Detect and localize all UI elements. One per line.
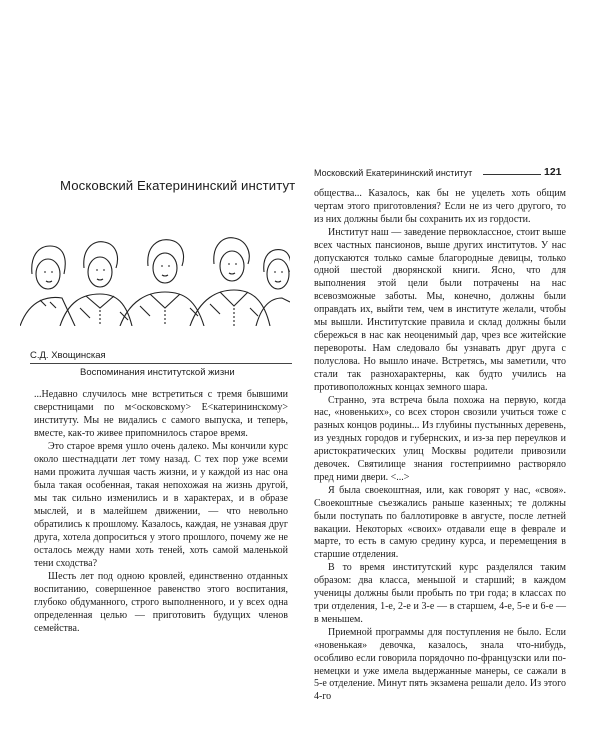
schoolgirls-illustration (20, 228, 290, 326)
right-body-text (314, 188, 566, 704)
paragraph: ...Недавно случилось мне встретиться с тремя бывшими сверстницами по м<осковскому> Е<катерининскому> институту. Мы не видались с самого выпуска, и теперь, вместе, как-то живее припомнилось старое время. (34, 389, 288, 439)
paragraph: Это старое время ушло очень далеко. Мы кончили курс около шестнадцати лет тому назад. С тех пор уже всеми нами прожита лучшая часть жизни, и у каждой из нас она была такая особенная, такая непохожая на жизнь другой, мы так сильно изменились и в характерах, и в образе мыслей, и в малейшем движении, — что невольно обратились к прошлому. Казалось, каждая, не узнавая друг друга, хотела допроситься у этого прошлого, почему же не осталось между нами хоть теней, хоть самой маленькой тени сходства? (34, 441, 288, 569)
paragraph: Шесть лет под одною кровлей, единственно отданных воспитанию, совершенное равенство этого воспитания, глубоко обдуманного, строго выполненного, и у всех одна определенная целью — приготовить будущих членов семейства. (34, 571, 288, 634)
paragraph: В то время институтский курс разделялся таким образом: два класса, меньшой и старший; в каждом ученицы должны были пробыть по три года; в классах по три отделения, 1-е, 2-е и 3-е — в старшем, 4-е, 5-е и 6-е — в меньшем. (314, 562, 566, 625)
page-number: 121 (544, 166, 562, 178)
left-body-text (34, 388, 288, 635)
paragraph: Странно, эта встреча была похожа на первую, когда нас, «новеньких», со всех сторон свозили учиться тоже с разных концов родины... Из глубины пустынных деревень, из уездных городов и губернских, и из-за пер переулков и аристократических улиц Москвы родители привозили девочек. Святилище знания гостеприимно растворяло пред ними двери. <...> (314, 394, 566, 483)
header-rule (483, 174, 541, 175)
article-subtitle: Воспоминания институтской жизни (80, 367, 235, 378)
author-name: С.Д. Хвощинская (30, 350, 106, 361)
chapter-title: Московский Екатерининский институт (60, 178, 296, 193)
running-header: Московский Екатерининский институт (314, 168, 473, 178)
right-page (300, 0, 600, 750)
paragraph: Институт наш — заведение первоклассное, стоит выше всех частных пансионов, выше других институтов. У нас допускаются только самые благородные девицы, только одной шестой дворянской книги. Ясно, что для выполнения этой цели были потрачены на нас всевозможные заботы. Мы, конечно, должны были оправдать их, выйти тем, чем в институте желали, чтобы мы вышли. Институтские правила и склад должны были сбережься в нас как неоценимый дар, чрез все житейские перевороты. Нам следовало бы узнавать друг друга с полуслова. Но вышло иначе. Встретясь, мы заметили, что стали так разнохарактерны, как будто учились на противоположных концах земного шара. (314, 226, 566, 393)
author-divider (30, 363, 292, 364)
paragraph: общества... Казалось, как бы не уцелеть хоть общим чертам этого приготовления? Если не из чего другого, то из них должны были бы сохранить их из гордости. (314, 188, 566, 225)
paragraph: Я была своекоштная, или, как говорят у нас, «своя». Своекоштные съезжались раньше казенных; те должны были поступать по баллотировке в августе, после летней вакации. Некоторых «своих» отдавали еще в феврале и марте, то есть в самую средину курса, и перемещения в старшие отделения. (314, 484, 566, 561)
paragraph: Приемной программы для поступления не было. Если «новенькая» девочка, казалось, знала что-нибудь, особливо если говорила порядочно по-французски или по-немецки и уже имела выдержанные манеры, се сажали в 5-е отделение. Минут пять экзамена решали дело. Из этого 4-го (314, 626, 566, 703)
